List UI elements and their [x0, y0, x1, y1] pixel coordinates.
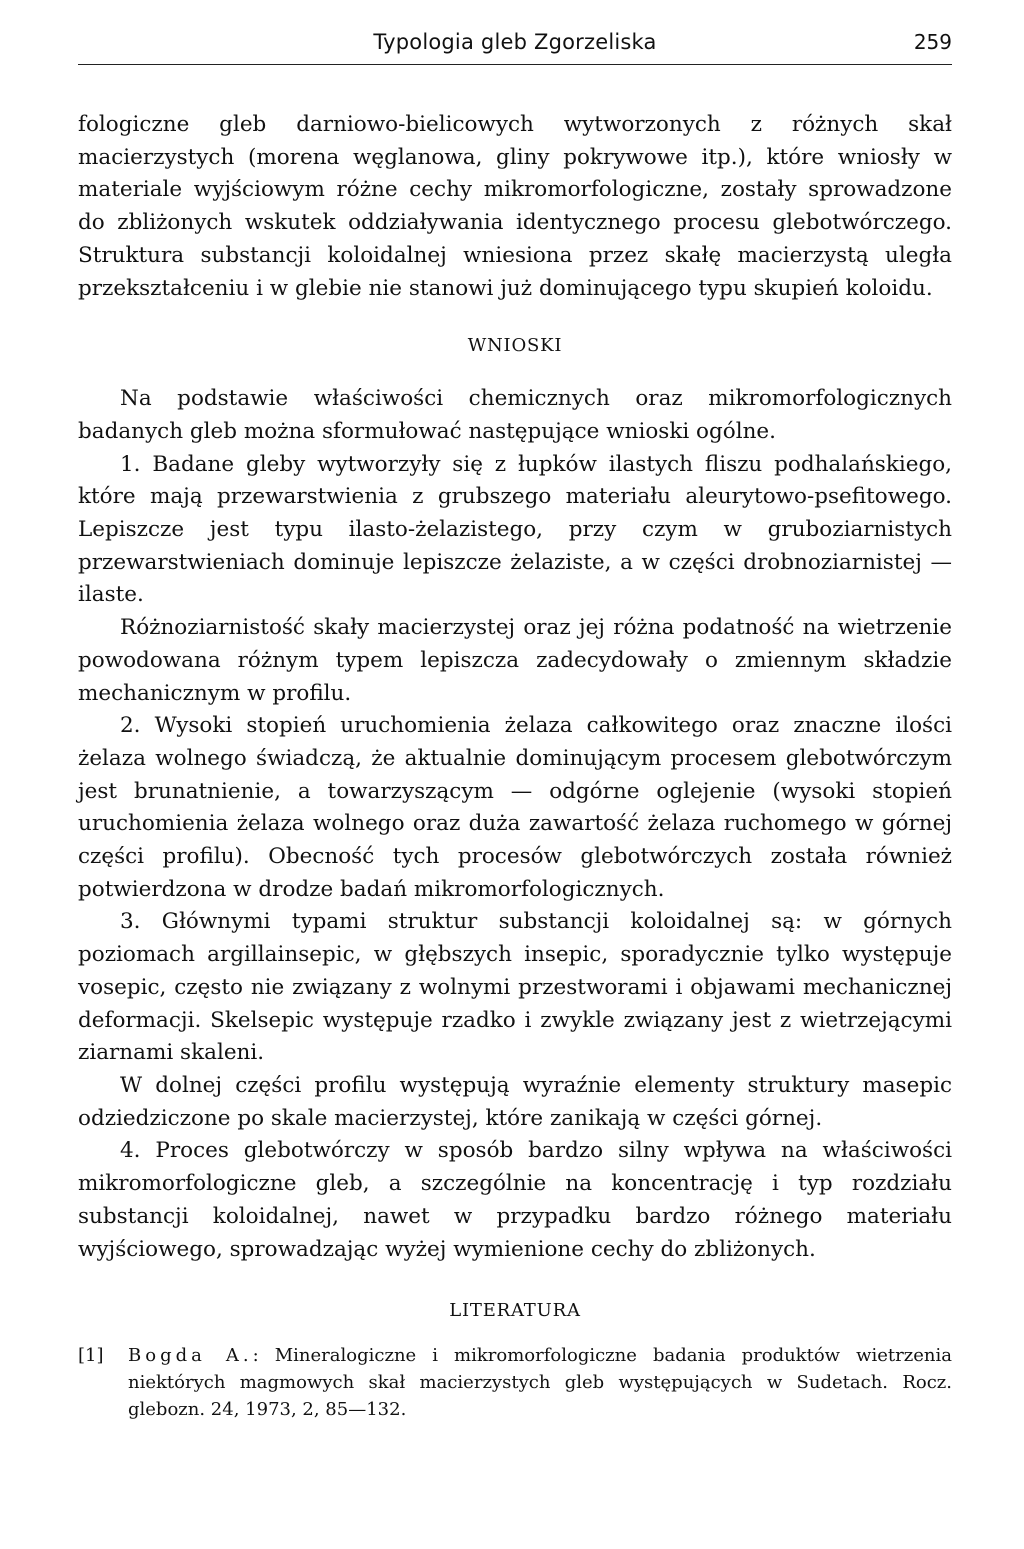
intro-paragraph: fologiczne gleb darniowo-bielicowych wytworzonych z różnych skał macierzystych (morena węglanowa, gliny pokrywowe itp.), które wniosły w materiale wyjściowym różne cechy mikromorfologiczne, zostały sprowadzone do zbliżonych wskutek oddziaływania identycznego procesu glebotwórczego. Struktura substancji koloidalnej wniesiona przez skałę macierzystą uległa przekształceniu i w glebie nie stanowi już dominującego typu skupień koloidu. [78, 112, 952, 301]
conclusions-paragraph: 3. Głównymi typami struktur substancji koloidalnej są: w górnych poziomach argillainsepic, w głębszych insepic, sporadycznie tylko występuje vosepic, często nie związany z wolnymi przestworami i objawami mechanicznej deformacji. Skelsepic występuje rzadko i zwykle związany jest z wietrzejącymi ziarnami skaleni. [78, 909, 952, 1066]
reference-text [128, 1342, 952, 1423]
conclusions-paragraph: W dolnej części profilu występują wyraźnie elementy struktury masepic odziedziczone po skale macierzystej, które zanikają w części górnej. [78, 1072, 952, 1131]
reference-item [78, 1342, 952, 1423]
conclusions-paragraph: Różnoziarnistość skały macierzystej oraz jej różna podatność na wietrzenie powodowana różnym typem lepiszcza zadecydowały o zmiennym składzie mechanicznym w profilu. [78, 615, 952, 706]
reference-list [78, 1342, 952, 1423]
reference-number: [1] [78, 1345, 104, 1367]
reference-title: : Mineralogiczne i mikromorfologiczne badania produktów wietrzenia niektórych magmowych skał macierzystych gleb występujących w Sudetach. Rocz. glebozn. 24, 1973, 2, 85—132. [128, 1345, 952, 1421]
conclusions-paragraph: 4. Proces glebotwórczy w sposób bardzo silny wpływa na właściwości mikromorfologiczne gleb, a szczególnie na koncentrację i typ rozdziału substancji koloidalnej, nawet w przypadku bardzo różnego materiału wyjściowego, sprowadzając wyżej wymienione cechy do zbliżonych. [78, 1138, 952, 1262]
article-body [78, 109, 952, 1266]
conclusions-paragraph: 1. Badane gleby wytworzyły się z łupków ilastych fliszu podhalańskiego, które mają przewarstwienia z grubszego materiału aleurytowo-psefitowego. Lepiszcze jest typu ilasto-żelazistego, przy czym w gruboziarnistych przewarstwieniach dominuje lepiszcze żelaziste, a w części drobnoziarnistej — ilaste. [78, 451, 952, 608]
conclusions-heading: WNIOSKI [467, 335, 563, 357]
page-number: 259 [913, 30, 952, 54]
journal-page [78, 22, 952, 1423]
conclusions-paragraph: Na podstawie właściwości chemicznych oraz mikromorfologicznych badanych gleb można sformułować następujące wnioski ogólne. [78, 386, 952, 444]
reference-author: Bogda A. [128, 1345, 253, 1367]
conclusions-paragraph: 2. Wysoki stopień uruchomienia żelaza całkowitego oraz znaczne ilości żelaza wolnego świadczą, że aktualnie dominującym procesem glebotwórczym jest brunatnienie, a towarzyszącym — odgórne oglejenie (wysoki stopień uruchomienia żelaza wolnego oraz duża zawartość żelaza ruchomego w górnej części profilu). Obecność tych procesów glebotwórczych została również potwierdzona w drodze badań mikromorfologicznych. [78, 713, 952, 902]
running-title: Typologia gleb Zgorzeliska [373, 30, 657, 54]
literature-heading: LITERATURA [449, 1300, 581, 1322]
running-header [78, 22, 952, 65]
